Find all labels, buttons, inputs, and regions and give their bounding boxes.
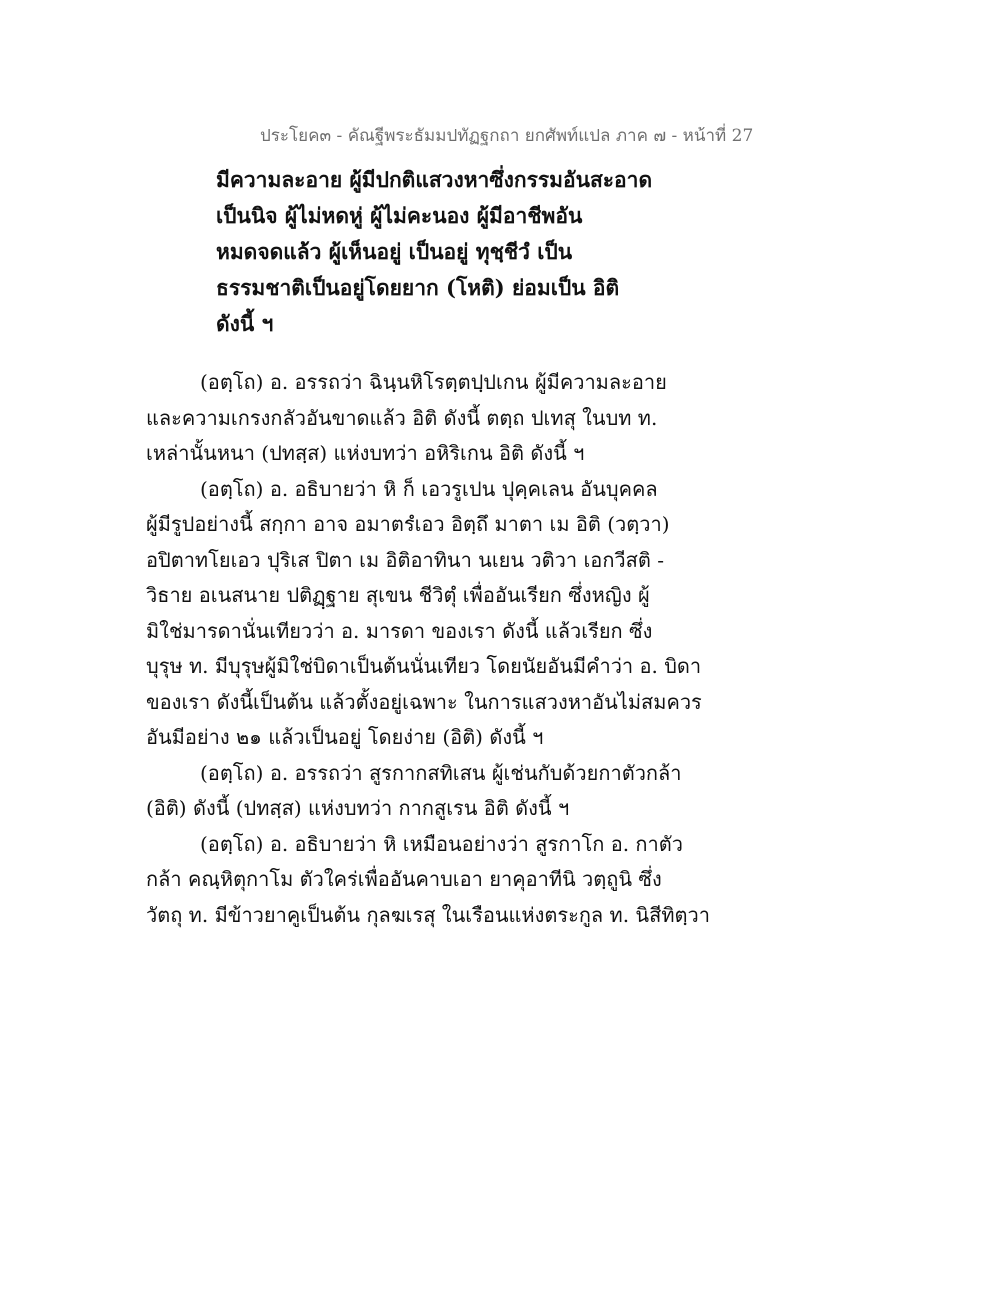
body-line: (อตฺโถ) อ. อธิบายว่า หิ เหมือนอย่างว่า สูรกาโก อ. กาตัว [200, 831, 683, 856]
body-line: (อิติ) ดังนี้ (ปทสฺส) แห่งบทว่า กากสูเรน อิติ ดังนี้ ฯ [146, 796, 570, 820]
body-line: (อตฺโถ) อ. อรรถว่า ฉินฺนหิโรตฺตปฺปเกน ผู้มีความละอาย [200, 370, 667, 394]
body-line: (อตฺโถ) อ. อธิบายว่า หิ ก็ เอวรูเปน ปุคฺคเลน อันบุคคล [200, 476, 658, 501]
body-line: และความเกรงกลัวอันขาดแล้ว อิติ ดังนี้ ตตฺถ ปเทสุ ในบท ท. [146, 405, 658, 430]
bold-line: ธรรมชาติเป็นอยู่โดยยาก (โหติ) ย่อมเป็น อิติ [216, 275, 620, 300]
body-line: มิใช่มารดานั่นเทียวว่า อ. มารดา ของเรา ดังนี้ แล้วเรียก ซึ่ง [146, 618, 653, 643]
running-header: ประโยค๓ - คัณฐีพระธัมมปทัฏฐกถา ยกศัพท์แปล ภาค ๗ - หน้าที่ 27 [260, 126, 754, 146]
bold-line: เป็นนิจ ผู้ไม่หดหู่ ผู้ไม่คะนอง ผู้มีอาชีพอัน [216, 203, 583, 228]
body-line: เหล่านั้นหนา (ปทสฺส) แห่งบทว่า อหิริเกน อิติ ดังนี้ ฯ [146, 441, 585, 465]
bold-line: มีความละอาย ผู้มีปกติแสวงหาซึ่งกรรมอันสะอาด [216, 167, 653, 192]
body-line: ผู้มีรูปอย่างนี้ สกฺกา อาจ อมาตรํเอว อิตฺถึ มาตา เม อิติ (วตฺวา) [146, 512, 670, 536]
body-line: วิธาย อเนสนาย ปติฏฺฐาย สุเขน ชีวิตุํ เพื่ออันเรียก ซึ่งหญิง ผู้ [146, 583, 650, 607]
body-line: วัตถุ ท. มีข้าวยาคูเป็นต้น กุลฆเรสุ ในเรือนแห่งตระกูล ท. นิสีทิตฺวา [146, 902, 710, 927]
body-line: (อตฺโถ) อ. อรรถว่า สูรกากสทิเสน ผู้เช่นกับด้วยกาตัวกล้า [200, 760, 682, 785]
body-line: อปิตาทโยเอว ปุริเส ปิตา เม อิติอาทินา นเยน วติวา เอกวีสติ - [146, 547, 664, 572]
bold-line: ดังนี้ ฯ [216, 311, 274, 336]
bold-line: หมดจดแล้ว ผู้เห็นอยู่ เป็นอยู่ ทุชฺชีวํ เป็น [216, 239, 573, 264]
body-line: กล้า คณฺหิตุกาโม ตัวใคร่เพื่ออันคาบเอา ยาคุอาทีนิ วตฺถูนิ ซึ่ง [146, 867, 662, 891]
commentary-body [146, 365, 710, 933]
body-line: ของเรา ดังนี้เป็นต้น แล้วตั้งอยู่เฉพาะ ในการแสวงหาอันไม่สมควร [146, 689, 702, 714]
bold-passage [216, 162, 656, 342]
body-line: อันมีอย่าง ๒๑ แล้วเป็นอยู่ โดยง่าย (อิติ) ดังนี้ ฯ [146, 725, 544, 749]
body-line: บุรุษ ท. มีบุรุษผู้มิใช่บิดาเป็นต้นนั่นเทียว โดยนัยอันมีคำว่า อ. บิดา [146, 654, 702, 678]
